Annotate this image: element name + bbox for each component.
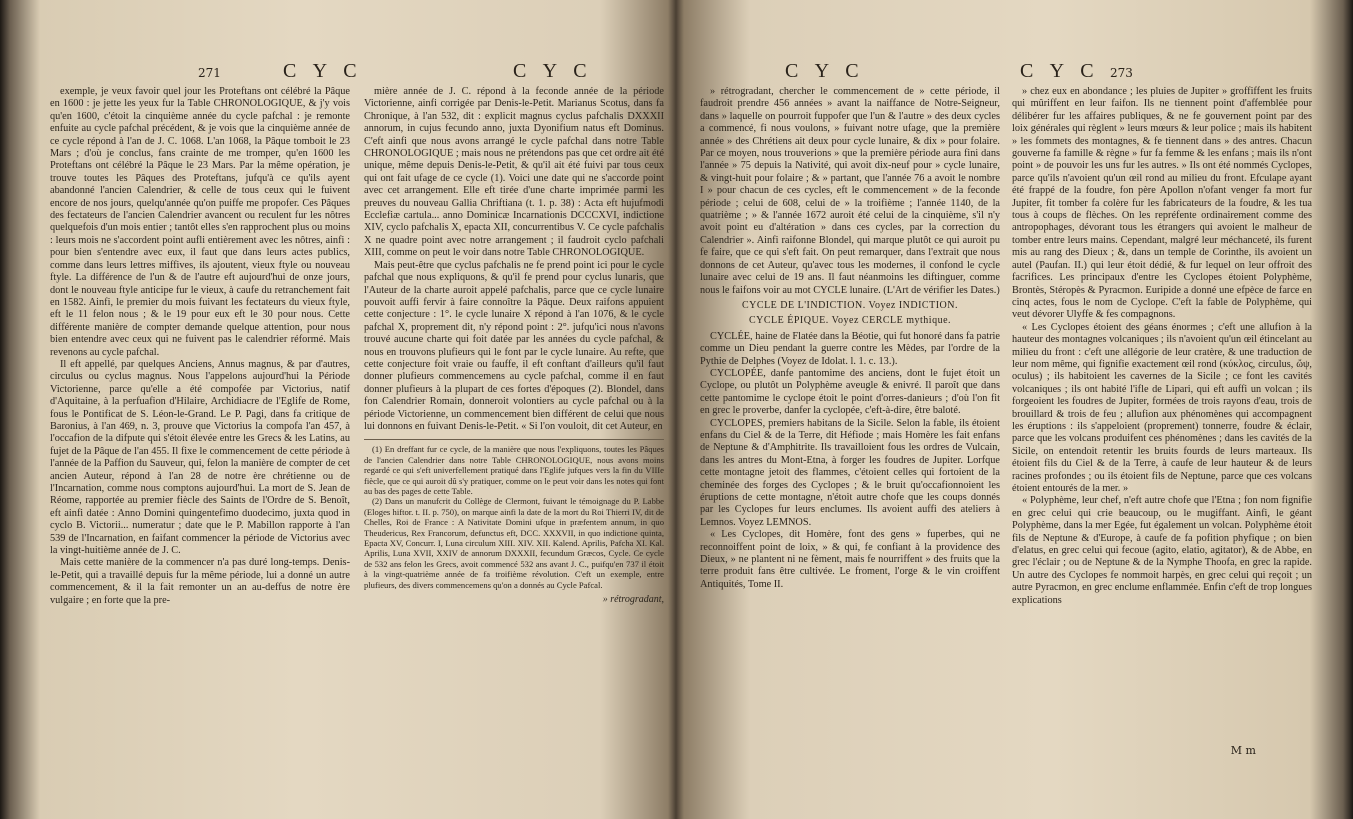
paragraph: » rétrogradant, chercher le commencement de » cette période, il faudroit prendre 456 années » avant la naiffance de Notre-Seigneur, dans » laquelle on pourroit fuppofer que l'un & l'autre » des deux cycles a commencé, fi nous voulons, » fuivant notre ufage, que la première année » des Chrétiens ait deux pour cycle lunaire, & dix » pour folaire. Par ce moyen, nous trouverions » que la première période aura fini dans l'année » 75 depuis la Nativité, qui avoit dix-neuf pour » cycle lunaire, & vingt-huit pour folaire ; & » partant, que l'année 76 a avoit le nombre I » pour chacun de ces cycles, eft le commencement » de la feconde période ; celui de 608, celui de » la troifième ; l'année 1140, de la quatrième ; » & l'année 1672 auroit été celui de la cinquième, s'il n'y avoit point eu d'altération » dans ces cycles, par la correction du Calendrier ». Ainfi raifonne Blondel, qui marque plutôt ce qui auroit pu fe faire, que ce qui s'eft fait. On peut remarquer, dans l'extrait que nous donnons de cet Auteur, qu'avec tous les modernes, il confond le cycle lunaire avec celui de 19 ans. Il faut néanmoins les diftinguer, comme nous le faifons voir au mot CYCLE lunaire. (L'Art de vérifier les Dates.) — [700, 86, 1000, 296]
paragraph: mière année de J. C. répond à la feconde année de la période Victorienne, ainfi corrigée par Denis-le-Petit. Marianus Scotus, dans fa Chronique, à l'an 532, dit : explicit magnus cyclus pafchalis DXXXII annorum, in cujus fecundo anno, juxta Dyonifium natus eft Dominus. C'eft ainfi que nous avons arrangé le cycle pafchal dans notre Table CHRONOLOGIQUE ; mais nous ne prétendons pas que cet ordre ait été unique, même depuis Denis-le-Petit, & qu'il ait été fuivi par tous ceux qui ont fait ufage de ce cycle (1). Voici une date qui ne s'accorde point avec cet arrangement. Elle eft tirée d'une charte imprimée parmi les preuves du nouveau Gallia Chriftiana (t. 1. p. 38) : Acta eft hujufmodi Ecclefiæ cartula... anno Dominicæ Incarnationis DCCCXVI, indictione XIV, cyclo pafchalis X, epacta XII, concurrentibus V. Ce cycle pafchalis X ne quadre point avec notre arrangement ; il faudroit cyclo pafchali XIII, comme on peut le voir dans notre Table CHRONOLOGIQUE. — [364, 86, 664, 259]
text-column-1 — [700, 86, 1000, 591]
page-number: 273 — [1110, 66, 1133, 80]
headword: C Y C — [785, 60, 865, 82]
page-number: 271 — [198, 66, 221, 80]
paragraph: » chez eux en abondance ; les pluies de Jupiter » groffiffent les fruits qui mûriffent en leur faifon. Ils ne tiennent point d'affemblée pour délibérer fur les affaires publiques, & ne fe gouvernent point par des loix générales qui règlent » leurs mœurs & leur police ; mais ils habitent » les fommets des montagnes, & fe tiennent dans » des antres. Chacun gouverne fa famille & règne » fur fa femme & les enfans ; mais ils n'ont point » de pouvoir les uns fur les autres. » Ils ont été nommés Cyclopes, parce qu'ils n'avoient qu'un œil rond au milieu du front. Efculape ayant été frappé de la foudre, fon père Apollon n'ofant venger fa mort fur Jupiter, fit tomber fa colère fur les fabricateurs de la foudre, & les tua tous à coups de flèches. On les repréfente ordinairement comme des antropophages, dévorant tous les étrangers qui avoient le malheur de tomber entre leurs mains. Cependant, malgré leur méchanceté, ils furent mis au rang des Dieux ; &, dans un temple de Corinthe, ils avoient un autel (Paufan. II.) qui leur étoit dédié, & fur lequel on leur offroit des facrifices. Les principaux d'entre les Cyclopes étoient Polyphème, Brontès, Stéropès & Pyracmon. Euripide a donné une efpèce de farce en cinq actes, fous le nom de Cyclope. C'eft la fable de Polyphème, qui veut dévorer Ulyffe & fes compagnons. — [1012, 86, 1312, 321]
footnote: (1) En dreffant fur ce cycle, de la manière que nous l'expliquons, toutes les Pâques de l'ancien Calendrier dans notre Table CHRONOLOGIQUE, nous avons moins regardé ce qui s'eft univerfellement pratiqué dans l'Eglife jufques vers la fin du VIIIe fiècle, que ce qui auroit dû s'y pratiquer, comme on le peut voir dans les notes qui font au bas des pages de cette Table. — [364, 444, 664, 496]
paragraph: Il eft appellé, par quelques Anciens, Annus magnus, & par d'autres, circulus ou cyclus magnus. Nous l'appelons aujourd'hui la Période Victorienne, parce qu'elle a été compofée par Victorius, natif d'Aquitaine, à la perfuafion d'Hilaire, Archidiacre de l'Eglife de Rome, fous le Pontificat de S. Léon-le-Grand. Le P. Pagi, dans fa critique de Baronius, à l'an 469, n. 3, prouve que Victorius la compofa l'an 457, à l'occafion de la difpute qui s'étoit élevée entre les Grecs & les Latins, au fujet de la Pâque de l'an 455. Il fixe le commencement de cette période à l'année de la Paffion du Sauveur, qui, felon la manière de compter de cet ancien Auteur, répond à l'an 28 de notre ère chrétienne ou de l'Incarnation, comme nous comptons aujourd'hui. La mort de S. Jean de Réome, rapportée au premier fiècle des Saints de l'Ordre de S. Benoît, eft ainfi datée : Anno Domini quingentefimo duodecimo, juxta quod in cyclo B. Victorii... numeratur ; date que le P. Mabillon rapporte à l'an 539 de l'Incarnation, en faifant commencer la période de Victorius avec la vingt-huitième année de J. C. — [50, 358, 350, 557]
paragraph: « Polyphème, leur chef, n'eft autre chofe que l'Etna ; fon nom fignifie en grec celui qui crie beaucoup, ou le mugiffant. Ainfi, le géant Polyphème, dans la mer Egée, fut également un volcan. Polyphème étoit fils de Neptune & d'Europe, à caufe de fa pofition phyfique ; on bien d'elatus, en grec celui qui fecoue (agito, elatio, agitator), & de Abbe, en grec l'éclair ; ou de Neptune & de la Nymphe Thoofa, en grec la rapide. Un autre des Cyclopes fe nommoit harpès, en grec celui qui reçoit ; un autre Pyracmon, en grec enclume enflammée. Enfin c'eft de trop longues explications — [1012, 495, 1312, 606]
headword: C Y C — [1020, 60, 1100, 82]
running-head — [690, 60, 1326, 84]
paragraph: « Les Cyclopes, dit Homère, font des gens » fuperbes, qui ne reconnoiffent point de loix, » & qui, fe confiant à la providence des Dieux, » ne plantent ni ne fèment, mais fe nourriffent » des fruits que la terre produit fans être cultivée. Le froment, l'orge & le vin croiffent Antiquités, Tome II. — [700, 529, 1000, 590]
text-column-2 — [364, 86, 664, 606]
paragraph: Mais cette manière de la commencer n'a pas duré long-temps. Denis-le-Petit, qui a travaillé depuis fur la même période, lui a donné un autre commencement, & il la fait remonter un an au-deffus de notre ère vulgaire ; en forte que la pre- — [50, 557, 350, 606]
running-head — [28, 60, 664, 84]
paragraph: « Les Cyclopes étoient des géans énormes ; c'eft une allufion à la hauteur des montagnes volcaniques ; ils n'avoient qu'un œil étincelant au milieu du front : c'eft une allégorie de leur cratère, & une traduction de leur nom même, qui fignifie exactement œil rond (κύκλος, circulus, ὤψ, oculus) ; ils habitoient les cavernes de la Sicile ; ce font les cavités volcaniques ; ils ont habité l'ifle de Lipari, qui eft auffi un volcan ; ils forgeoient les foudres de Jupiter, formées de trois rayons d'eau, trois de brouillard & trois de feu ; allufion aux phénomènes qui accompagnent les éruptions : ils s'appeloient (proprement) tonnerre, foudre & éclair, parce que les volcans produifent ces phénomènes ; dans les cavités de la Sicile, on entendoit retentir les bruits fourds de leurs marteaux. Ils étoient fils du Ciel & de la Terre, à caufe de leur hauteur & de leurs racines profondes ; ou ils étoient fils de Neptune, parce que ces volcans étoient entourés de la mer. » — [1012, 321, 1312, 494]
paragraph: CYCLOPÉE, danfe pantomime des anciens, dont le fujet étoit un Cyclope, ou plutôt un Polyphème aveugle & enivré. Il paroît que dans cette pantomime le cyclope étoit le point d'orres-danieurs ; d'où l'on fit en grec le proverbe, danfer la cyclopée, c'eft-à-dire, être baloté. — [700, 367, 1000, 417]
text-column-2 — [1012, 86, 1312, 607]
headword: C Y C — [513, 60, 593, 82]
signature-mark: M m — [1230, 744, 1256, 757]
paragraph: exemple, je veux favoir quel jour les Proteftans ont célébré la Pâque en 1600 : je jette les yeux fur la Table CHRONOLOGIQUE, & j'y vois qu'en 1600, c'étoit la cinquième année du cycle pafchal : je remonte enfuite au cycle pafchal précédent, & je vois que la cinquième année de ce cycle répond à l'an de J. C. 1068. L'an 1068, la Pâque tomboit le 23 Mars ; d'où je conclus, fans crainte de me tromper, qu'en 1600 les Proteftans ont célébré la Pâque le 23 Mars. Par la même opération, je trouve toutes les Pâques des Proteftans, jufqu'à ce qu'ils ayent abandonné l'ancien Calendrier, & celle de tous ceux qui le fuivent encore de nos jours, quelqu'année qu'on puiffe me propofer. Ces Pâques des fectateurs de l'ancien Calendrier avancent ou reculent fur les nôtres quelquefois d'un mois entier ; tantôt elles s'en rapprochent plus ou moins : leurs mois ne s'accordent point aufli entièrement avec les nôtres, ainfi : pour bien s'entendre avec eux, il faut que dans leurs actes publics, comme dans leurs lettres miffives, ils ajoutent, vieux ftyle ou nouveau ftyle. La différence de l'un & de l'autre eft aujourd'hui de onze jours, dont le nouveau ftyle anticipe fur le vieux, à caufe du retranchement fait en 1582. Ainfi, le premier du mois fuivant les fectateurs du vieux ftyle, eft le 11 felon nous ; & le 19 pour eux eft le 30 pour nous. Cette différente manière de compter demande quelque attention, pour nous bien entendre avec ceux qui ne fuivent pas le calendrier réformé. Mais revenons au cycle pafchal. — [50, 86, 350, 358]
left-page — [28, 0, 664, 819]
subheading: CYCLE ÉPIQUE. Voyez CERCLE mythique. — [748, 315, 952, 327]
headword: C Y C — [283, 60, 363, 82]
paragraph: Mais peut-être que cyclus pafchalis ne fe prend point ici pour le cycle pafchal que nous expliquons, & qu'il fe prend pour cyclus lunaris, que l'Auteur de la charte auroit appelé pafchalis, parce que ce cycle lunaire pouvoit auffi fervir à faire connoître la Pâque. Deux raifons appuient cette conjecture : 1°. le cycle lunaire X répond à l'an 1076, & le cycle pafchal X, proprement dit, n'y répond point : 2°. jufqu'ici nous n'avons trouvé aucune charte qui foit datée par les années du cycle pafchal, & nous en trouvons plufieurs qui le font par le cycle lunaire. Au refte, que cette conjecture foit vraie ou fauffe, il eft conftant d'ailleurs qu'il faut donner plufieurs commencemens au cycle pafchal, comme il en faut donner plufieurs à la plupart de ces fortes d'époques (2). Blondel, dans fon Calendrier Romain, donneroit volontiers au cycle pafchal ou à la période Victorienne, un commencement bien différent de celui que nous lui donnons en fuivant Denis-le-Petit. « Si l'on vouloit, dit cet Auteur, en — [364, 259, 664, 432]
right-page — [690, 0, 1326, 819]
subheading: CYCLE DE L'INDICTION. Voyez INDICTION. — [742, 299, 958, 311]
paragraph: CYCLOPES, premiers habitans de la Sicile. Selon la fable, ils étoient enfans du Ciel & de la Terre, dit Héfiode ; mais Homère les fait enfans de Neptune & d'Amphitrite. Ils travailloient fous les ordres de Vulcain, dans les antres du Mont-Etna, à forger les foudres de Jupiter. Lorfque cette montagne jetoit des flammes, c'étoient celles qui fortoient de la cheminée des forges des Cyclopes ; & le bruit qu'occafionnoient les éruptions de cette montagne, n'étoit autre chofe que les coups donnés par les Cyclopes fur leurs enclumes. Ils avoient auffi des ateliers à Lemnos. Voyez LEMNOS. — [700, 417, 1000, 528]
footnote: (2) Dans un manufcrit du Collège de Clermont, fuivant le témoignage du P. Labbe (Eloges hiftor. t. II. p. 750), on marque ainfi la date de la mort du Roi Thierri IV, dit de Chelles, Roi de France : A Nativitate Domini ufque in præfentem annum, in quo Theudericus, Rex Francorum, defunctus eft, DCC. XXXVII, in quo indictione quinta, Epacta XV, Concurr. I, Luna circulum XIII. XIV. XII. Kalend. Aprilis, Pafcha XI. Kal. Aprilis, Luna XVII, XXIV de annorum DXXXII, fecundum Græcos, Cycle. Ce cycle de 532 ans felon les Grecs, avoit commencé 532 ans avant J. C., puifqu'en 737 il étoit à la vingt-quatrième année de fa troifième révolution. C'eft un exemple, entre plufieurs, des divers commencemens qu'on a donnés au Cycle Pafcal. — [364, 496, 664, 590]
catchword: » rétrogradant, — [602, 594, 664, 606]
paragraph: CYCLÉE, haine de Flatée dans la Béotie, qui fut honoré dans fa patrie comme un Dieu pendant la guerre contre les Mèdes, par l'ordre de la Pythie de Delphes (Voyez de Idolat. l. 1. c. 13.). — [700, 330, 1000, 367]
text-column-1 — [50, 86, 350, 607]
footnotes — [364, 439, 664, 590]
